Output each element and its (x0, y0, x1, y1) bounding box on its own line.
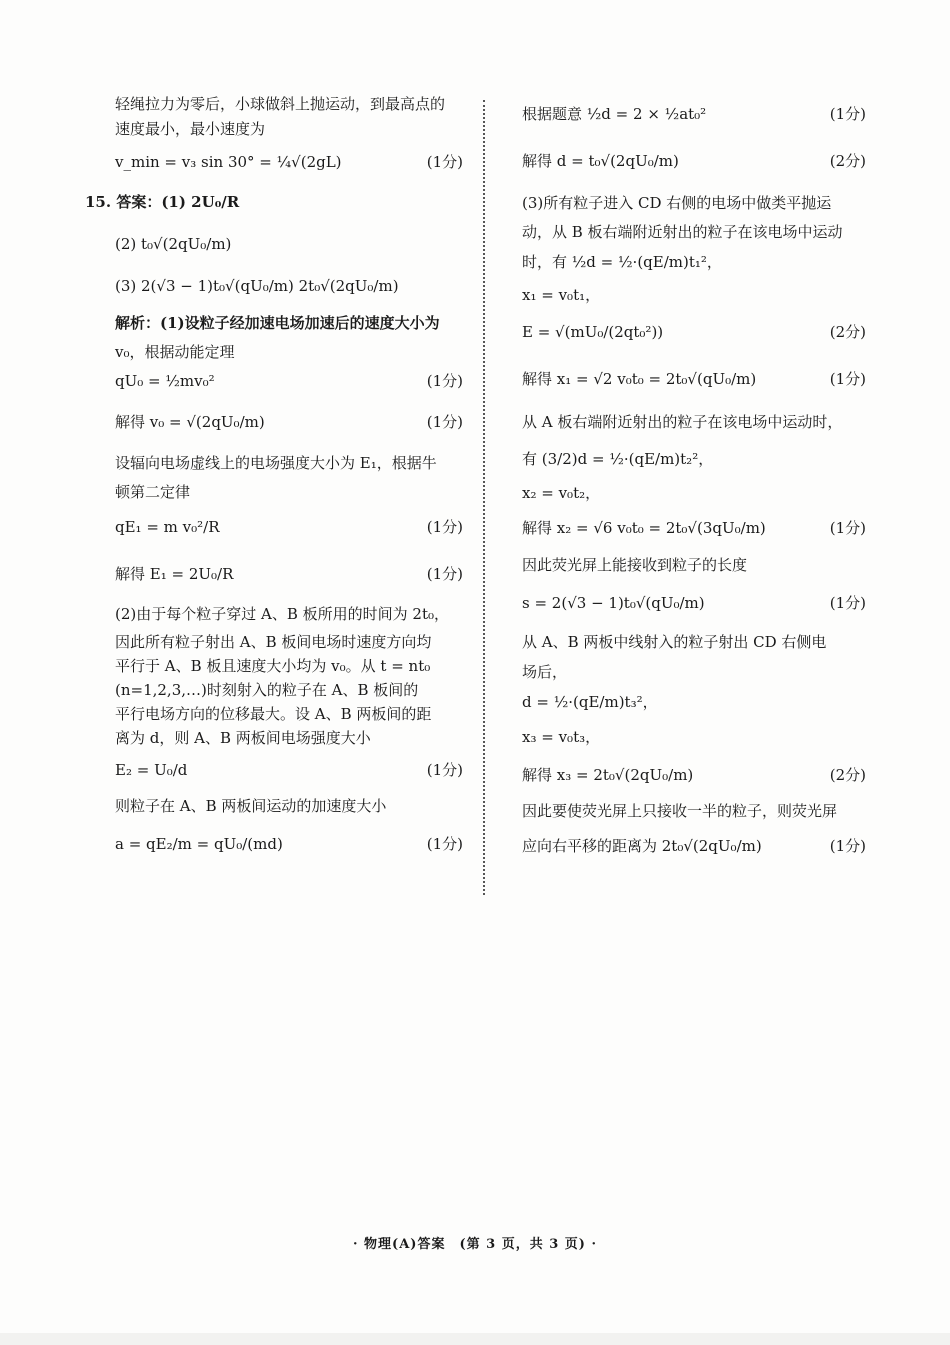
score-mark: (1分) (426, 518, 463, 536)
left-line (115, 822, 465, 866)
page-footer: · 物理(A)答案 (第 3 页，共 3 页) · (353, 1237, 597, 1252)
left-line (115, 750, 465, 790)
line-text: (n=1,2,3,…)时刻射入的粒子在 A、B 板间的 (115, 681, 419, 699)
line-text: 速度最小，最小速度为 (115, 120, 266, 138)
line-text: d = ½·(qE/m)t₃²， (522, 693, 658, 711)
left-line (115, 598, 465, 630)
right-line (522, 244, 868, 280)
line-text: v_min = v₃ sin 30° = ¼√(2gL) (115, 153, 342, 171)
line-text: x₁ = v₀t₁， (522, 286, 601, 304)
right-column (522, 92, 868, 866)
score-mark: (1分) (426, 761, 463, 779)
left-line (115, 550, 465, 598)
line-text: 平行电场方向的位移最大。设 A、B 两板间的距 (115, 705, 432, 723)
score-mark: (2分) (829, 323, 866, 341)
left-line (115, 726, 465, 750)
right-line (522, 478, 868, 508)
score-mark: (1分) (829, 370, 866, 388)
left-line (115, 654, 465, 678)
right-line (522, 796, 868, 826)
score-mark: (1分) (829, 594, 866, 612)
line-text: 解得 x₂ = √6 v₀t₀ = 2t₀√(3qU₀/m) (522, 519, 766, 537)
left-line (115, 446, 465, 480)
right-line (522, 624, 868, 660)
line-text: 解得 x₃ = 2t₀√(2qU₀/m) (522, 766, 694, 784)
line-text: 解得 E₁ = 2U₀/R (115, 565, 234, 583)
line-text: 则粒子在 A、B 两板间运动的加速度大小 (115, 797, 387, 815)
score-mark: (1分) (829, 837, 866, 855)
score-mark: (1分) (426, 413, 463, 431)
right-line (522, 220, 868, 244)
line-text: a = qE₂/m = qU₀/(md) (115, 835, 283, 853)
score-mark: (1分) (426, 835, 463, 853)
left-line (115, 702, 465, 726)
left-line (115, 678, 465, 702)
line-text: v₀，根据动能定理 (115, 343, 235, 361)
score-mark: (1分) (426, 565, 463, 583)
right-line (522, 826, 868, 866)
line-text: 平行于 A、B 板且速度大小均为 v₀。从 t = nt₀ (115, 657, 431, 675)
line-text: 解析：(1)设粒子经加速电场加速后的速度大小为 (115, 314, 440, 332)
line-text: 有 (3/2)d = ½·(qE/m)t₂²， (522, 450, 714, 468)
right-line (522, 92, 868, 136)
line-text: (3)所有粒子进入 CD 右侧的电场中做类平抛运 (522, 194, 832, 212)
right-line (522, 310, 868, 354)
right-line (522, 684, 868, 720)
right-line (522, 280, 868, 310)
line-text: 根据题意 ½d = 2 × ½at₀² (522, 105, 707, 123)
line-text: x₃ = v₀t₃， (522, 728, 601, 746)
line-text: qU₀ = ½mv₀² (115, 372, 215, 390)
right-line (522, 404, 868, 440)
line-text: 因此荧光屏上能接收到粒子的长度 (522, 556, 748, 574)
right-line (522, 720, 868, 754)
line-text: 解得 v₀ = √(2qU₀/m) (115, 413, 265, 431)
line-text: (2)由于每个粒子穿过 A、B 板所用的时间为 2t₀， (115, 605, 449, 623)
score-mark: (1分) (426, 372, 463, 390)
line-text: 设辐向电场虚线上的电场强度大小为 E₁，根据牛 (115, 454, 437, 472)
line-text: 因此所有粒子射出 A、B 板间电场时速度方向均 (115, 633, 432, 651)
line-text: 从 A、B 两板中线射入的粒子射出 CD 右侧电 (522, 633, 827, 651)
right-line (522, 582, 868, 624)
line-text: 轻绳拉力为零后，小球做斜上抛运动，到最高点的 (115, 95, 446, 113)
line-text: E₂ = U₀/d (115, 761, 188, 779)
line-text: 顿第二定律 (115, 483, 191, 501)
line-text: 动，从 B 板右端附近射出的粒子在该电场中运动 (522, 223, 843, 241)
left-line (115, 92, 465, 116)
line-text: 应向右平移的距离为 2t₀√(2qU₀/m) (522, 837, 762, 855)
right-line (522, 440, 868, 478)
left-line (115, 398, 465, 446)
right-line (522, 186, 868, 220)
score-mark: (1分) (829, 105, 866, 123)
left-line (115, 266, 465, 306)
line-text: E = √(mU₀/(2qt₀²)) (522, 323, 664, 341)
score-mark: (1分) (426, 153, 463, 171)
left-line (115, 306, 465, 340)
score-mark: (1分) (829, 519, 866, 537)
line-text: 时，有 ½d = ½·(qE/m)t₁²， (522, 253, 722, 271)
line-text: 从 A 板右端附近射出的粒子在该电场中运动时， (522, 413, 843, 431)
line-text: 因此要使荧光屏上只接收一半的粒子，则荧光屏 (522, 802, 838, 820)
score-mark: (2分) (829, 766, 866, 784)
scan-edge (0, 1333, 950, 1345)
line-text: 离为 d，则 A、B 两板间电场强度大小 (115, 729, 371, 747)
right-line (522, 754, 868, 796)
line-text: (3) 2(√3 − 1)t₀√(qU₀/m) 2t₀√(2qU₀/m) (115, 277, 399, 295)
right-line (522, 548, 868, 582)
line-text: qE₁ = m v₀²/R (115, 518, 220, 536)
right-line (522, 354, 868, 404)
left-line (115, 504, 465, 550)
line-text: 解得 x₁ = √2 v₀t₀ = 2t₀√(qU₀/m) (522, 370, 757, 388)
line-text: 15. 答案：(1) 2U₀/R (85, 193, 240, 211)
left-column (85, 92, 465, 866)
line-text: s = 2(√3 − 1)t₀√(qU₀/m) (522, 594, 705, 612)
line-text: x₂ = v₀t₂， (522, 484, 601, 502)
left-line (115, 222, 465, 266)
left-line (85, 182, 465, 222)
right-line (522, 660, 868, 684)
left-line (115, 480, 465, 504)
right-line (522, 508, 868, 548)
left-line (115, 142, 465, 182)
left-line (115, 630, 465, 654)
score-mark: (2分) (829, 152, 866, 170)
left-line (115, 364, 465, 398)
line-text: (2) t₀√(2qU₀/m) (115, 235, 232, 253)
column-divider (483, 100, 485, 895)
line-text: 解得 d = t₀√(2qU₀/m) (522, 152, 679, 170)
right-line (522, 136, 868, 186)
left-line (115, 340, 465, 364)
left-line (115, 790, 465, 822)
left-line (115, 116, 465, 142)
line-text: 场后， (522, 663, 568, 681)
